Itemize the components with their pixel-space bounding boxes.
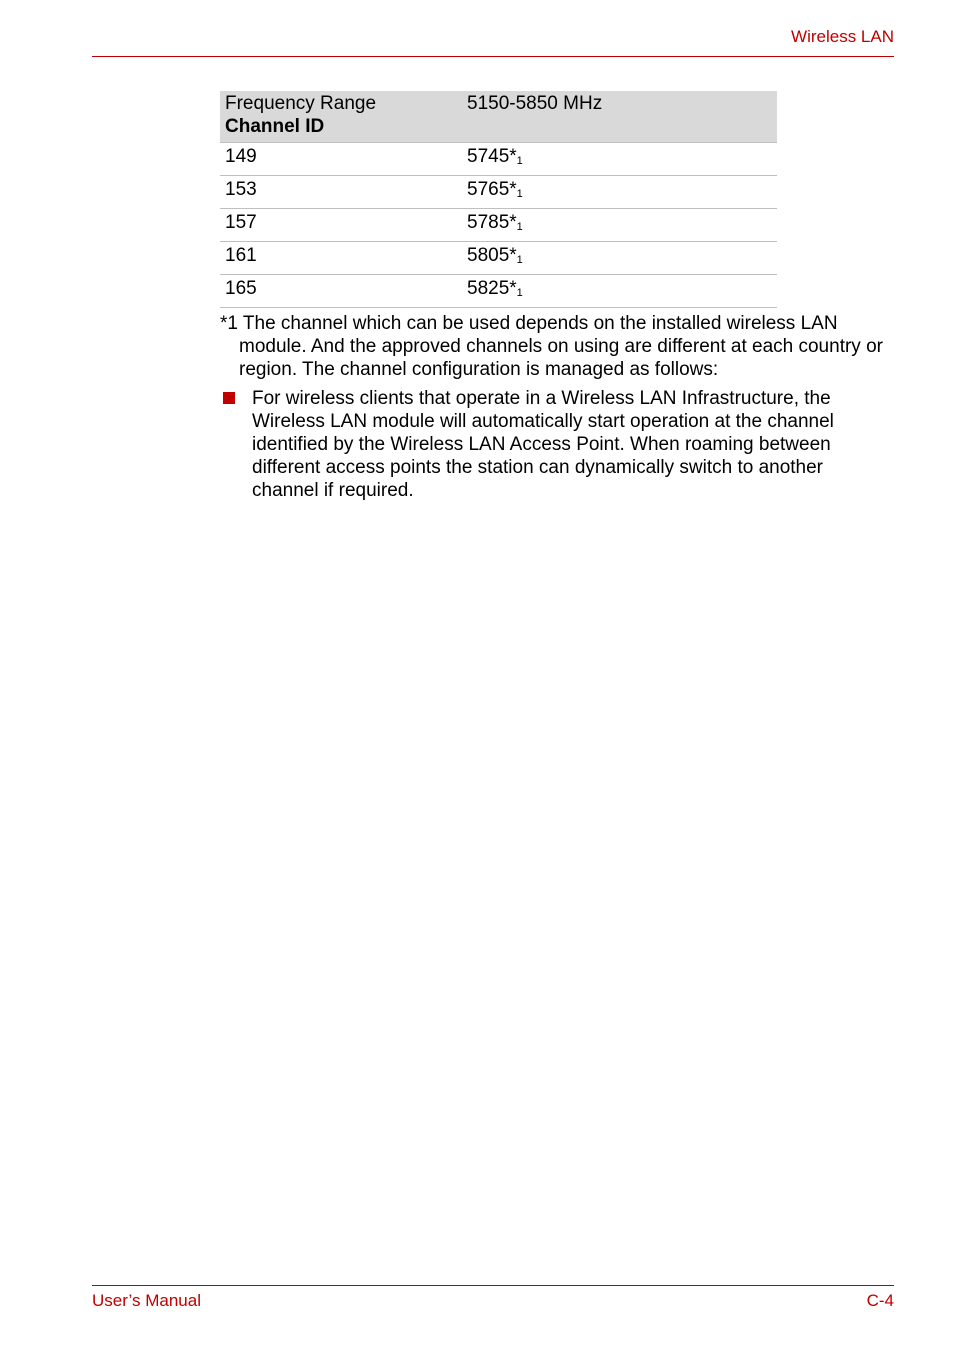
footnote-ref: 1 xyxy=(516,155,523,167)
channel-footnote: *1 The channel which can be used depends on the installed wireless LAN module. And the approved channels on using are different at each country or region. The channel configuration is managed as follows: xyxy=(220,313,883,380)
square-bullet-icon xyxy=(223,392,235,404)
bullet-text: For wireless clients that operate in a Wireless LAN Infrastructure, the Wireless LAN module will automatically start operation at the channel identified by the Wireless LAN Access Point. When roaming between different access points the station can dynamically switch to another channel if required. xyxy=(252,388,834,501)
frequency-cell xyxy=(462,176,777,209)
channel-id-label: Channel ID xyxy=(225,116,325,137)
frequency-cell xyxy=(462,275,777,308)
frequency-value: 5745* xyxy=(467,146,517,167)
footnote-ref: 1 xyxy=(516,254,523,266)
channel-id-cell: 161 xyxy=(220,242,462,275)
header-divider xyxy=(92,56,894,57)
frequency-value: 5785* xyxy=(467,212,517,233)
frequency-range-label: Frequency Range xyxy=(225,93,377,114)
channel-frequency-table xyxy=(220,91,777,308)
footer-manual-title: User’s Manual xyxy=(92,1291,201,1310)
frequency-cell xyxy=(462,143,777,176)
table-row xyxy=(220,209,777,242)
channel-id-cell: 165 xyxy=(220,275,462,308)
footnote-ref: 1 xyxy=(516,287,523,299)
page-header-title: Wireless LAN xyxy=(791,27,894,46)
footnote-ref: 1 xyxy=(516,188,523,200)
channel-id-cell: 153 xyxy=(220,176,462,209)
frequency-value: 5825* xyxy=(467,278,517,299)
table-row xyxy=(220,143,777,176)
frequency-value: 5765* xyxy=(467,179,517,200)
bullet-list-item xyxy=(220,387,890,502)
table-row xyxy=(220,176,777,209)
table-header-cell-left xyxy=(220,91,462,143)
footnote-ref: 1 xyxy=(516,221,523,233)
table-header-row xyxy=(220,91,777,143)
channel-id-cell: 149 xyxy=(220,143,462,176)
frequency-cell xyxy=(462,242,777,275)
table-row xyxy=(220,242,777,275)
frequency-band-label: 5150-5850 MHz xyxy=(462,91,777,143)
channel-id-cell: 157 xyxy=(220,209,462,242)
page-number: C-4 xyxy=(866,1291,894,1310)
frequency-value: 5805* xyxy=(467,245,517,266)
frequency-cell xyxy=(462,209,777,242)
table-row xyxy=(220,275,777,308)
footer-divider xyxy=(92,1285,894,1286)
